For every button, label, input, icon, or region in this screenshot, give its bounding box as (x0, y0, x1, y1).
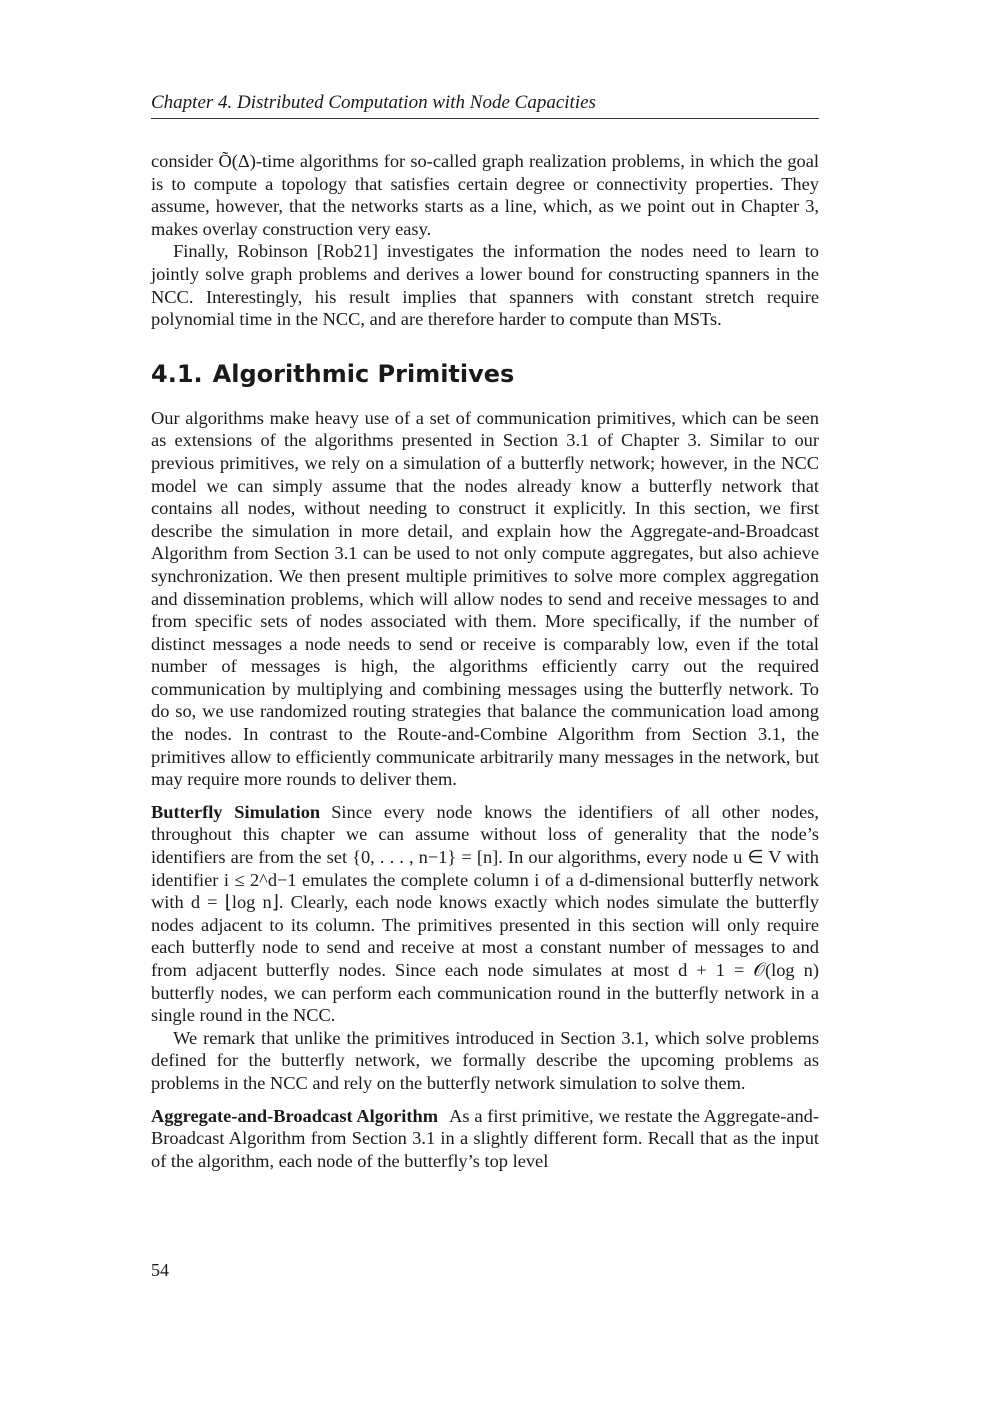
aggregate-text: As a first primitive, we restate the Aggregate-and-Broadcast Algorithm from Section 3.1 in a slightly different form. Recall that as the input of the algorithm, each node of the butterfly’s top level (151, 1105, 820, 1171)
page-number: 54 (151, 1260, 169, 1280)
runin-heading-butterfly: Butterfly Simulation (151, 801, 321, 822)
section-number: 4.1. (151, 359, 203, 388)
paragraph-robinson: Finally, Robinson [Rob21] investigates the information the nodes need to learn to jointly solve graph problems and derives a lower bound for constructing spanners in the NCC. Interestingly, his result implies that spanners with constant stretch require polynomial time in the NCC, and are therefore harder to compute than MSTs. (151, 241, 819, 330)
paragraph-remark: We remark that unlike the primitives introduced in Section 3.1, which solve problems defined for the butterfly network, we formally describe the upcoming problems as problems in the NCC and rely on the butterfly network simulation to solve them. (151, 1027, 819, 1093)
butterfly-text: Since every node knows the identifiers of all other nodes, throughout this chapter we can assume without loss of generality that the node’s identifiers are from the set {0, . . . , n−1} = [n]. In our algorithms, every node u ∈ V with identifier i ≤ 2^d−1 emulates the complete column i of a d-dimensional butterfly network with d = ⌊log n⌋. Clearly, each node knows exactly which nodes simulate the butterfly nodes adjacent to its column. The primitives presented in this section will only require each butterfly node to send and receive at most a constant number of messages to and from adjacent butterfly nodes. Since each node simulates at most d + 1 = 𝒪(log n) butterfly nodes, we can perform each communication round in the butterfly network in a single round in the NCC. (151, 801, 819, 1026)
section-heading (151, 359, 819, 389)
paragraph-butterfly-simulation (151, 801, 819, 1027)
running-header: Chapter 4. Distributed Computation with Node Capacities (151, 92, 819, 119)
paragraph-primitives-overview: Our algorithms make heavy use of a set of communication primitives, which can be seen as extensions of the algorithms presented in Section 3.1 of Chapter 3. Similar to our previous primitives, we rely on a simulation of a butterfly network; however, in the NCC model we can simply assume that the nodes already know a butterfly network that contains all nodes, without needing to construct it explicitly. In this section, we first describe the simulation in more detail, and explain how the Aggregate-and-Broadcast Algorithm from Section 3.1 can be used to not only compute aggregates, but also achieve synchronization. We then present multiple primitives to solve more complex aggregation and dissemination problems, which will allow nodes to send and receive messages to and from specific sets of nodes associated with them. More specifically, if the number of distinct messages a node needs to send or receive is comparably low, even if the total number of messages is high, the algorithms efficiently carry out the required communication by multiplying and combining messages using the butterfly network. To do so, we use randomized routing strategies that balance the communication load among the nodes. In contrast to the Route-and-Combine Algorithm from Section 3.1, the primitives allow to efficiently communicate arbitrarily many messages in the network, but may require more rounds to deliver them. (151, 407, 819, 790)
paragraph-intro-continued: consider Õ(Δ)-time algorithms for so-called graph realization problems, in which the goal is to compute a topology that satisfies certain degree or connectivity properties. They assume, however, that the networks starts as a line, which, as we point out in Chapter 3, makes overlay construction very easy. (151, 151, 819, 239)
section-title: Algorithmic Primitives (212, 359, 515, 388)
runin-heading-aggregate: Aggregate-and-Broadcast Algorithm (151, 1105, 439, 1126)
paragraph-aggregate-broadcast (151, 1105, 819, 1173)
page-body (151, 150, 819, 1172)
